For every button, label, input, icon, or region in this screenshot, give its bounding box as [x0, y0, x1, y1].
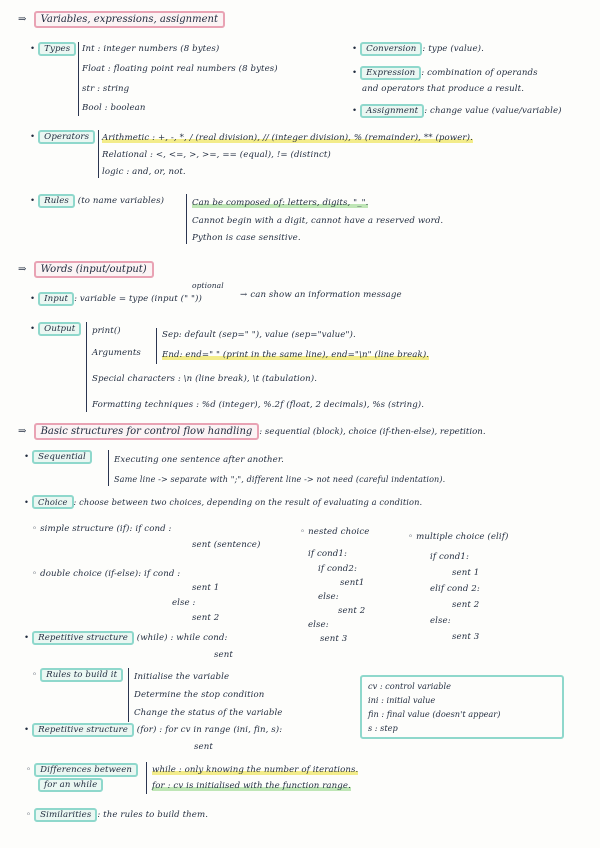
double-code-line: sent 1 [192, 583, 220, 593]
operator-item: Arithmetic : +, -, *, / (real division), // (integer division), % (remainder), ** (power). [102, 133, 473, 143]
operators-bracket [98, 130, 99, 178]
rules-label: • Rules (to name variables) [30, 196, 165, 206]
conversion-line: • Conversion : type (value). [352, 44, 484, 54]
bullet-icon: ◦ [300, 527, 306, 537]
bullet-icon: • [352, 106, 358, 116]
rule-item: Can be composed of: letters, digits, "_". [192, 198, 369, 208]
multiple-code-line: sent 3 [452, 632, 480, 642]
input-line: • Input : variable = type (input (" ")) [30, 294, 202, 304]
sep-text: Sep: default (sep=" "), value (sep="value"). [162, 330, 356, 340]
operator-item: Relational : <, <=, >, >=, == (equal), != (distinct) [102, 150, 331, 160]
arrow-icon: ⇒ [18, 14, 27, 25]
input-note: → can show an information message [240, 290, 402, 300]
bullet-icon: ◦ [32, 569, 38, 579]
bullet-icon: • [352, 68, 358, 78]
operator-item: logic : and, or, not. [102, 167, 186, 177]
heading-suffix: : sequential (block), choice (if-then-else), repetition. [259, 427, 486, 437]
multiple-code-line: sent 2 [452, 600, 480, 610]
bullet-icon: • [30, 132, 36, 142]
nested-code-line: else: [318, 592, 339, 602]
bullet-icon: ◦ [26, 810, 32, 820]
bullet-icon: • [30, 324, 36, 334]
nested-code-line: sent1 [340, 578, 365, 588]
double-code-line: else : [172, 598, 196, 608]
heading-label: Variables, expressions, assignment [34, 11, 225, 28]
nested-code-line: if cond1: [308, 549, 347, 559]
nested-code-line: sent 2 [338, 606, 366, 616]
nested-code-line: sent 3 [320, 634, 348, 644]
rules-build-bracket [128, 668, 129, 722]
rules-bracket [186, 194, 187, 244]
difference-item: for : cv is initialised with the function range. [152, 781, 351, 791]
bullet-icon: • [30, 196, 36, 206]
rule-item: Cannot begin with a digit, cannot have a reserved word. [192, 216, 444, 226]
output-label: • Output [30, 324, 81, 335]
bullet-icon: • [24, 497, 29, 507]
type-item: str : string [82, 84, 130, 94]
section-heading-io [18, 264, 154, 275]
bullet-icon: • [24, 452, 30, 462]
arrow-icon: ⇒ [18, 426, 27, 437]
choice-line: • Choice : choose between two choices, depending on the result of evaluating a condition. [24, 497, 423, 507]
rules-build-item: Initialise the variable [134, 672, 230, 682]
simple-code-sent: sent (sentence) [192, 540, 261, 550]
bullet-icon: • [352, 44, 358, 54]
sequential-label: • Sequential [24, 452, 92, 463]
types-label: • Types [30, 44, 76, 55]
multiple-code-line: if cond1: [430, 552, 469, 562]
operators-label: • Operators [30, 132, 95, 143]
bullet-icon: • [30, 44, 36, 54]
formatting-text: Formatting techniques : %d (integer), %.2f (float, 2 decimals), %s (string). [92, 400, 425, 410]
simple-structure: ◦ simple structure (if): if cond : [32, 524, 172, 534]
nested-title: ◦ nested choice [300, 527, 370, 537]
heading-label: Basic structures for control flow handling [34, 423, 260, 440]
legend-item: cv : control variable [368, 681, 451, 691]
arrow-right-icon: → [240, 290, 248, 300]
heading-label: Words (input/output) [34, 261, 154, 278]
rules-build-item: Determine the stop condition [134, 690, 265, 700]
bullet-icon: • [24, 633, 30, 643]
legend-item: fin : final value (doesn't appear) [368, 709, 501, 719]
sequential-line-2: Same line -> separate with ";", different line -> not need (careful indentation). [114, 474, 446, 484]
multiple-code-line: sent 1 [452, 568, 480, 578]
sequential-bracket [108, 450, 109, 486]
end-text: End: end=" " (print in the same line), end="\n" (line break). [162, 350, 430, 360]
type-item: Bool : boolean [82, 103, 146, 113]
bullet-icon: ◦ [32, 524, 38, 534]
arguments-text: Arguments [92, 348, 141, 358]
type-item: Int : integer numbers (8 bytes) [82, 44, 220, 54]
special-chars-text: Special characters : \n (line break), \t (tabulation). [92, 374, 318, 384]
bullet-icon: ◦ [32, 670, 38, 680]
multiple-code-line: elif cond 2: [430, 584, 480, 594]
repetitive-for-sent: sent [194, 742, 213, 752]
print-text: print() [92, 326, 121, 336]
rules-build-item: Change the status of the variable [134, 708, 283, 718]
arguments-bracket [156, 328, 157, 364]
bullet-icon: ◦ [26, 765, 32, 775]
assignment-line: • Assignment : change value (value/variable) [352, 106, 562, 116]
rule-item: Python is case sensitive. [192, 233, 301, 243]
double-structure: ◦ double choice (if-else): if cond : [32, 569, 181, 579]
multiple-code-line: else: [430, 616, 451, 626]
nested-code-line: if cond2: [318, 564, 357, 574]
multiple-title: ◦ multiple choice (elif) [408, 532, 509, 542]
difference-item: while : only knowing the number of iterations. [152, 765, 359, 775]
types-bracket [78, 42, 79, 116]
section-heading-structures [18, 426, 486, 437]
repetitive-for-line: • Repetitive structure (for) : for cv in range (ini, fin, s): [24, 725, 283, 735]
legend-item: s : step [368, 723, 398, 733]
bullet-icon: ◦ [408, 532, 414, 542]
differences-label-2: for an while [38, 780, 103, 791]
expression-line: • Expression : combination of operands [352, 68, 538, 78]
differences-bracket [146, 762, 147, 794]
input-optional: optional [192, 281, 224, 290]
bullet-icon: • [30, 294, 36, 304]
section-heading-variables [18, 14, 225, 25]
type-item: Float : floating point real numbers (8 bytes) [82, 64, 278, 74]
nested-code-line: else: [308, 620, 329, 630]
bullet-icon: • [24, 725, 30, 735]
differences-label: ◦ Differences between [26, 765, 138, 776]
sequential-line-1: Executing one sentence after another. [114, 455, 284, 465]
double-code-line: sent 2 [192, 613, 220, 623]
output-bracket [86, 322, 87, 412]
repetitive-while-sent: sent [214, 650, 233, 660]
legend-item: ini : initial value [368, 695, 436, 705]
rules-build-label: ◦ Rules to build it [32, 670, 123, 681]
arrow-icon: ⇒ [18, 264, 27, 275]
repetitive-while-line: • Repetitive structure (while) : while cond: [24, 633, 228, 643]
expression-line-2: and operators that produce a result. [362, 84, 525, 94]
similarities-line: ◦ Similarities : the rules to build them. [26, 810, 209, 820]
